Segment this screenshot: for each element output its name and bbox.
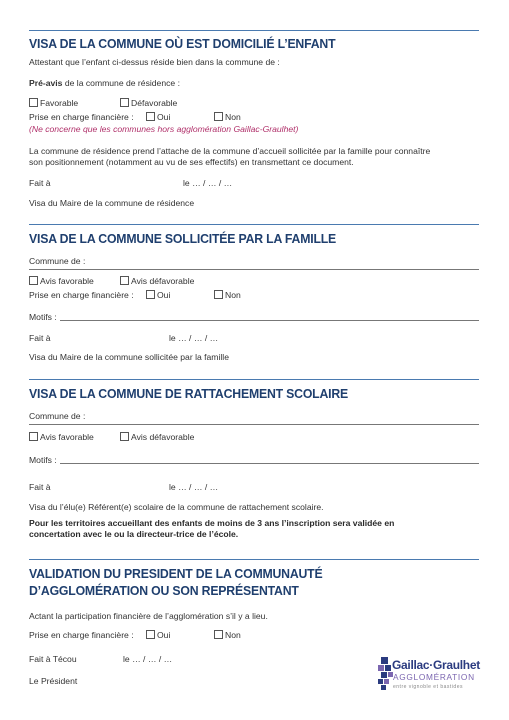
paragraph-line: La commune de résidence prend l’attache de la commune d’accueil sollicitée par la famille pour connaître bbox=[29, 146, 431, 156]
fait-label: Fait à bbox=[29, 333, 51, 343]
section-title: VISA DE LA COMMUNE SOLLICITÉE PAR LA FAMILLE bbox=[29, 231, 337, 246]
paragraph-line: son positionnement (notamment au vu de ses effectifs) en transmettant ce document. bbox=[29, 157, 354, 167]
fait-label: Fait à bbox=[29, 482, 51, 492]
section-title: D’AGGLOMÉRATION OU SON REPRÉSENTANT bbox=[29, 583, 299, 598]
date-field[interactable]: le … / … / … bbox=[169, 333, 219, 343]
oui-option[interactable] bbox=[146, 112, 170, 122]
option-label: Non bbox=[225, 112, 241, 122]
logo-tagline: entre vignoble et bastides bbox=[393, 684, 463, 690]
non-option[interactable] bbox=[214, 630, 241, 640]
option-label: Favorable bbox=[40, 98, 79, 108]
favorable-option[interactable] bbox=[29, 432, 94, 442]
section-rule bbox=[29, 559, 479, 560]
motifs-field-line[interactable] bbox=[60, 320, 479, 321]
option-label: Avis défavorable bbox=[131, 276, 195, 286]
favorable-option[interactable] bbox=[29, 98, 78, 108]
prise-en-charge-label: Prise en charge financière : bbox=[29, 290, 134, 300]
checkbox[interactable] bbox=[120, 276, 129, 285]
logo-subtitle: AGGLOMÉRATION bbox=[393, 672, 475, 682]
visa-label: Visa du l’élu(e) Référent(e) scolaire de la commune de rattachement scolaire. bbox=[29, 502, 324, 512]
option-label: Avis défavorable bbox=[131, 432, 195, 442]
checkbox[interactable] bbox=[214, 290, 223, 299]
actant-text: Actant la participation financière de l’agglomération s’il y a lieu. bbox=[29, 611, 268, 621]
option-label: Non bbox=[225, 630, 241, 640]
commune-field-line[interactable] bbox=[29, 269, 479, 270]
checkbox[interactable] bbox=[29, 276, 38, 285]
non-option[interactable] bbox=[214, 112, 241, 122]
president-label: Le Président bbox=[29, 676, 78, 686]
date-field[interactable]: le … / … / … bbox=[123, 654, 173, 664]
motifs-label: Motifs : bbox=[29, 312, 57, 322]
preavis-rest: de la commune de résidence : bbox=[62, 78, 180, 88]
non-option[interactable] bbox=[214, 290, 241, 300]
defavorable-option[interactable] bbox=[120, 432, 194, 442]
prise-en-charge-label: Prise en charge financière : bbox=[29, 630, 134, 640]
preavis-line bbox=[29, 78, 180, 88]
notice-line: concertation avec le ou la directeur-trice de l’école. bbox=[29, 529, 239, 539]
agglomeration-logo bbox=[378, 655, 478, 695]
checkbox[interactable] bbox=[120, 98, 129, 107]
fait-label: Fait à Técou bbox=[29, 654, 77, 664]
attest-text: Attestant que l’enfant ci-dessus réside bien dans la commune de : bbox=[29, 57, 280, 67]
section-title: VALIDATION DU PRESIDENT DE LA COMMUNAUTÉ bbox=[29, 566, 323, 581]
section-rule bbox=[29, 224, 479, 225]
fait-label: Fait à bbox=[29, 178, 51, 188]
motifs-field-line[interactable] bbox=[60, 463, 479, 464]
commune-field-line[interactable] bbox=[29, 424, 479, 425]
oui-option[interactable] bbox=[146, 290, 170, 300]
visa-label: Visa du Maire de la commune sollicitée par la famille bbox=[29, 352, 229, 362]
checkbox[interactable] bbox=[29, 432, 38, 441]
commune-label: Commune de : bbox=[29, 256, 86, 266]
option-label: Avis favorable bbox=[40, 432, 94, 442]
option-label: Oui bbox=[157, 290, 171, 300]
option-label: Non bbox=[225, 290, 241, 300]
checkbox[interactable] bbox=[146, 290, 155, 299]
defavorable-option[interactable] bbox=[120, 276, 194, 286]
checkbox[interactable] bbox=[146, 630, 155, 639]
section-rule bbox=[29, 379, 479, 380]
motifs-label: Motifs : bbox=[29, 455, 57, 465]
section-title: VISA DE LA COMMUNE DE RATTACHEMENT SCOLAIRE bbox=[29, 386, 349, 401]
note-text: (Ne concerne que les communes hors agglomération Gaillac-Graulhet) bbox=[29, 124, 299, 134]
option-label: Défavorable bbox=[131, 98, 178, 108]
preavis-bold: Pré-avis bbox=[29, 78, 63, 88]
logo-name: Gaillac·Graulhet bbox=[392, 658, 480, 672]
checkbox[interactable] bbox=[146, 112, 155, 121]
commune-label: Commune de : bbox=[29, 411, 86, 421]
prise-en-charge-label: Prise en charge financière : bbox=[29, 112, 134, 122]
favorable-option[interactable] bbox=[29, 276, 94, 286]
oui-option[interactable] bbox=[146, 630, 170, 640]
checkbox[interactable] bbox=[120, 432, 129, 441]
checkbox[interactable] bbox=[29, 98, 38, 107]
option-label: Oui bbox=[157, 630, 171, 640]
visa-label: Visa du Maire de la commune de résidence bbox=[29, 198, 195, 208]
date-field[interactable]: le … / … / … bbox=[183, 178, 233, 188]
notice-line: Pour les territoires accueillant des enfants de moins de 3 ans l’inscription sera validée en bbox=[29, 518, 395, 528]
defavorable-option[interactable] bbox=[120, 98, 177, 108]
section-title: VISA DE LA COMMUNE OÙ EST DOMICILIÉ L’ENFANT bbox=[29, 36, 336, 51]
section-rule bbox=[29, 30, 479, 31]
checkbox[interactable] bbox=[214, 630, 223, 639]
checkbox[interactable] bbox=[214, 112, 223, 121]
option-label: Oui bbox=[157, 112, 171, 122]
date-field[interactable]: le … / … / … bbox=[169, 482, 219, 492]
option-label: Avis favorable bbox=[40, 276, 94, 286]
